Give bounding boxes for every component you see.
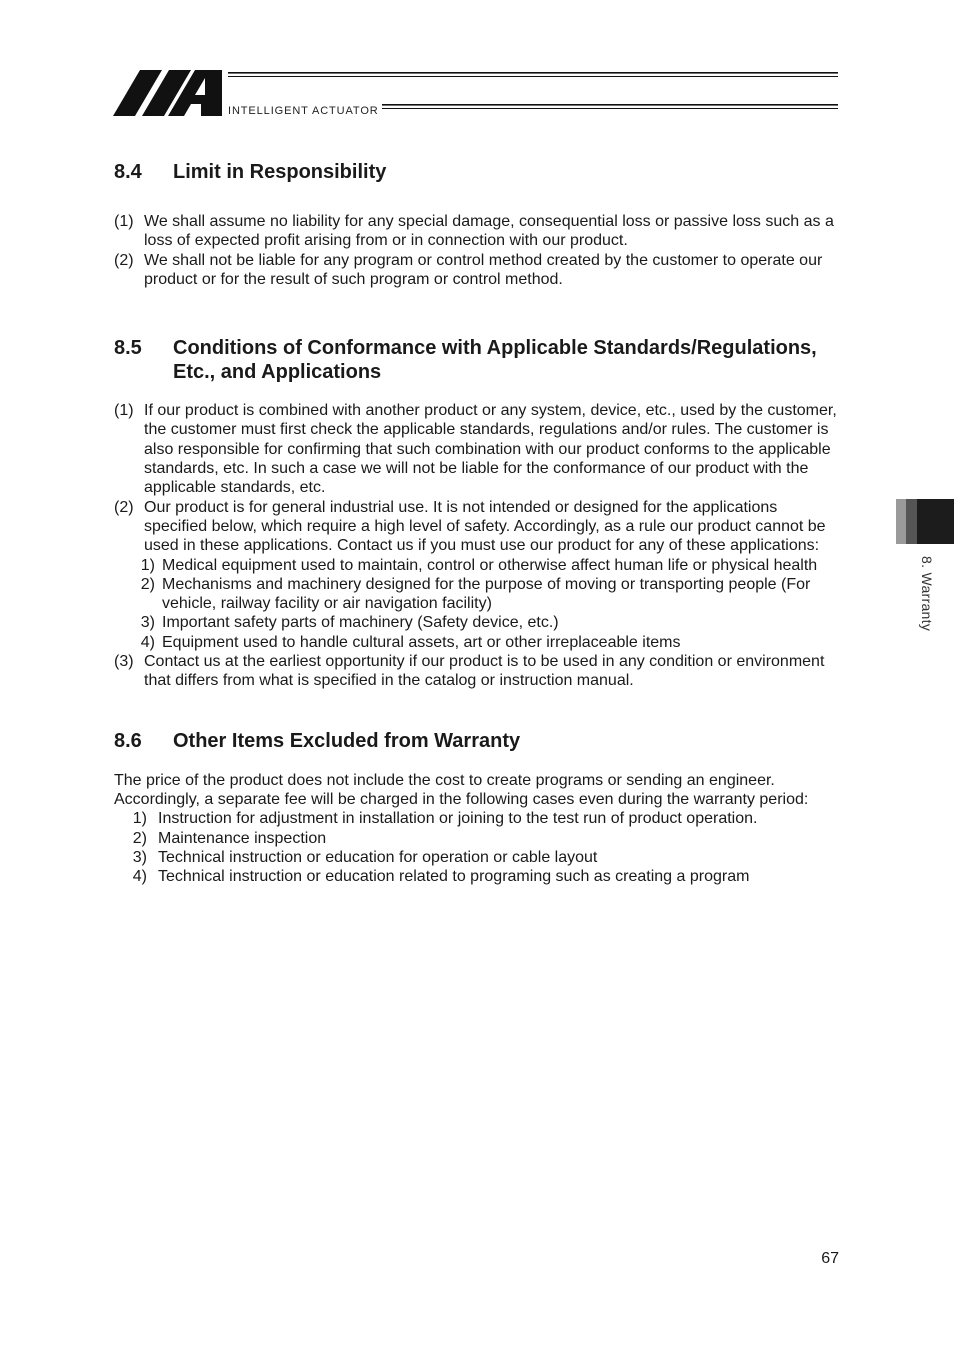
section-title: Limit in Responsibility (173, 161, 387, 183)
sub-list-item (114, 848, 840, 867)
section-title: Conditions of Conformance with Applicable Standards/Regulations, Etc., and Applications (173, 337, 817, 384)
chapter-tab-mid (906, 499, 917, 544)
chapter-tab-light (896, 499, 906, 544)
sub-item-label: 2) (140, 575, 155, 593)
item-text: If our product is combined with another product or any system, device, etc., used by the customer, the customer must first check the applicable standards, regulations and/or rules. The customer is also responsible for confirming that such combination with our product conforms to the applicable standards, etc. In such a case we will not be liable for the conformance of our product with the applicable standards, etc. (144, 402, 837, 497)
section-number: 8.4 (114, 161, 142, 183)
sub-list-item (114, 829, 840, 848)
limit-list (114, 212, 840, 289)
sub-list-item (114, 809, 840, 828)
sub-list-item (114, 633, 840, 652)
main-content (114, 160, 840, 886)
sub-item-text: Technical instruction or education related to programing such as creating a program (158, 868, 750, 886)
list-item (114, 212, 840, 251)
sub-item-text: Important safety parts of machinery (Safety device, etc.) (162, 614, 559, 632)
item-text-body: Our product is for general industrial use. It is not intended or designed for the applications specified below, which require a high level of safety. Accordingly, as a rule our product cannot be used in these applications. Contact us if you must use our product for any of these applications: (144, 498, 826, 555)
section-title: Other Items Excluded from Warranty (173, 729, 521, 752)
brand-text: INTELLIGENT ACTUATOR (228, 105, 379, 117)
section-heading-8-6 (114, 729, 840, 753)
sub-item-label: 1) (132, 810, 147, 828)
section-number: 8.6 (114, 729, 142, 752)
page-header (0, 0, 954, 140)
sub-item-label: 3) (132, 848, 147, 866)
sub-item-text: Medical equipment used to maintain, control or otherwise affect human life or physical health (162, 556, 818, 574)
sub-item-label: 1) (140, 556, 155, 574)
excluded-list (114, 809, 840, 886)
section-intro: The price of the product does not include the cost to create programs or sending an engineer. Accordingly, a separate fee will be charged in the following cases even during the warranty period: (114, 771, 809, 808)
conformance-list (114, 401, 840, 690)
sub-item-text: Instruction for adjustment in installation or joining to the test run of product operation. (158, 810, 758, 828)
list-item (114, 401, 840, 497)
item-text: We shall assume no liability for any special damage, consequential loss or passive loss such as a loss of expected profit arising from or in connection with our product. (144, 213, 834, 250)
iai-logo-icon (0, 0, 954, 140)
item-text (144, 498, 840, 556)
chapter-side-label: 8. Warranty (919, 556, 935, 632)
sub-item-text: Mechanisms and machinery designed for the purpose of moving or transporting people (For vehicle, railway facility or air navigation facility) (162, 575, 811, 613)
section-number: 8.5 (114, 337, 142, 360)
sub-item-label: 3) (140, 614, 155, 632)
sub-list-item (114, 575, 840, 614)
sub-item-label: 4) (140, 633, 155, 651)
sub-list-item (114, 613, 840, 632)
section-heading-8-5 (114, 336, 840, 384)
item-label: (2) (114, 498, 134, 516)
chapter-tab-dark (917, 499, 954, 544)
item-label: (2) (114, 251, 134, 269)
item-label: (1) (114, 213, 134, 230)
sub-item-text: Equipment used to handle cultural assets, art or other irreplaceable items (162, 633, 681, 651)
sub-item-text: Technical instruction or education for operation or cable layout (158, 848, 598, 866)
sub-item-text: Maintenance inspection (158, 829, 327, 847)
sub-item-label: 4) (132, 868, 147, 886)
page-number: 67 (821, 1250, 839, 1267)
sub-item-label: 2) (132, 829, 147, 847)
item-text: We shall not be liable for any program or control method created by the customer to operate our product or for the result of such program or control method. (144, 251, 823, 288)
item-text: Contact us at the earliest opportunity if our product is to be used in any condition or environment that differs from what is specified in the catalog or instruction manual. (144, 653, 825, 690)
section-heading-8-4 (114, 160, 840, 184)
sub-list-item (114, 556, 840, 575)
item-label: (1) (114, 402, 134, 420)
item-label: (3) (114, 653, 134, 671)
list-item (114, 251, 840, 290)
list-item (114, 652, 840, 691)
list-item (114, 498, 840, 556)
sub-list-item (114, 867, 840, 886)
